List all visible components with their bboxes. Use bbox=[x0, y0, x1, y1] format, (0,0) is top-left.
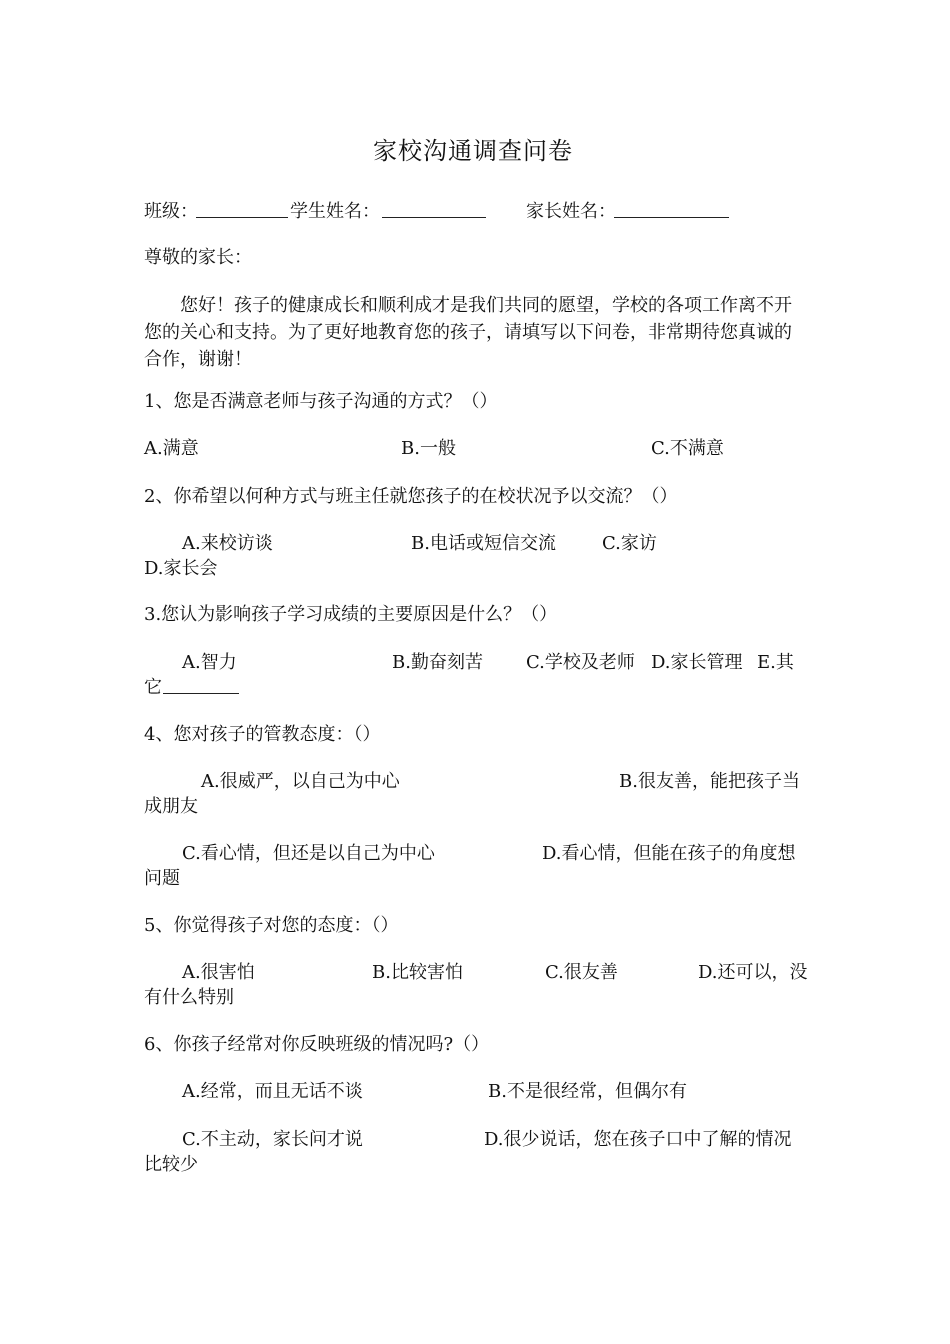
student-name-label: 学生姓名： bbox=[290, 201, 380, 222]
q6-option-b[interactable]: B.不是很经常，但偶尔有 bbox=[488, 1081, 687, 1102]
question-3: 3.您认为影响孩子学习成绩的主要原因是什么？（） bbox=[144, 604, 558, 625]
q6-option-d[interactable]: D.很少说话，您在孩子口中了解的情况 bbox=[484, 1129, 792, 1150]
q5-option-c[interactable]: C.很友善 bbox=[545, 962, 618, 983]
parent-name-blank-field[interactable] bbox=[614, 199, 729, 218]
q5-option-a[interactable]: A.很害怕 bbox=[182, 962, 255, 983]
q3-option-b[interactable]: B.勤奋刻苦 bbox=[392, 652, 483, 673]
q3-option-a[interactable]: A.智力 bbox=[182, 652, 237, 673]
q6-option-c[interactable]: C.不主动，家长问才说 bbox=[182, 1129, 363, 1150]
q5-option-d[interactable]: D.还可以，没 bbox=[698, 962, 808, 983]
question-5: 5、你觉得孩子对您的态度：（） bbox=[144, 915, 399, 936]
intro-paragraph: 您好！孩子的健康成长和顺利成才是我们共同的愿望，学校的各项工作离不开您的关心和支持。为了更好地教育您的孩子，请填写以下问卷，非常期待您真诚的合作，谢谢！ bbox=[144, 295, 792, 370]
q2-option-d[interactable]: D.家长会 bbox=[144, 558, 218, 579]
q2-option-a[interactable]: A.来校访谈 bbox=[182, 533, 273, 554]
q2-option-c[interactable]: C.家访 bbox=[602, 533, 657, 554]
question-4: 4、您对孩子的管教态度：（） bbox=[144, 724, 381, 745]
q5-option-d-continued: 有什么特别 bbox=[144, 987, 234, 1008]
q4-option-d-continued: 问题 bbox=[144, 868, 180, 889]
question-6: 6、你孩子经常对你反映班级的情况吗?（） bbox=[144, 1034, 490, 1055]
q3-option-e[interactable]: E.其 bbox=[757, 652, 794, 673]
q5-option-b[interactable]: B.比较害怕 bbox=[372, 962, 463, 983]
page-title: 家校沟通调查问卷 bbox=[373, 137, 573, 165]
q1-option-a[interactable]: A.满意 bbox=[144, 438, 199, 459]
question-2: 2、你希望以何种方式与班主任就您孩子的在校状况予以交流？（） bbox=[144, 486, 678, 507]
q4-option-a[interactable]: A.很威严，以自己为中心 bbox=[201, 771, 400, 792]
student-name-blank-field[interactable] bbox=[382, 199, 486, 218]
q4-option-c[interactable]: C.看心情，但还是以自己为中心 bbox=[182, 843, 435, 864]
question-1: 1、您是否满意老师与孩子沟通的方式？（） bbox=[144, 391, 498, 412]
q6-option-a[interactable]: A.经常，而且无话不谈 bbox=[182, 1081, 363, 1102]
q1-option-c[interactable]: C.不满意 bbox=[651, 438, 724, 459]
q2-option-b[interactable]: B.电话或短信交流 bbox=[411, 533, 556, 554]
q4-option-b-continued: 成朋友 bbox=[144, 796, 198, 817]
q1-option-b[interactable]: B.一般 bbox=[401, 438, 456, 459]
q3-option-c[interactable]: C.学校及老师 bbox=[526, 652, 635, 673]
q3-other-blank-field[interactable] bbox=[163, 675, 239, 694]
class-label: 班级： bbox=[144, 201, 198, 222]
class-blank-field[interactable] bbox=[196, 199, 288, 218]
greeting: 尊敬的家长： bbox=[144, 247, 252, 268]
q3-option-d[interactable]: D.家长管理 bbox=[651, 652, 743, 673]
q3-option-e-continued: 它 bbox=[144, 677, 162, 698]
q6-option-d-continued: 比较少 bbox=[144, 1154, 198, 1175]
q4-option-b[interactable]: B.很友善，能把孩子当 bbox=[619, 771, 800, 792]
q4-option-d[interactable]: D.看心情，但能在孩子的角度想 bbox=[542, 843, 796, 864]
parent-name-label: 家长姓名： bbox=[526, 201, 616, 222]
